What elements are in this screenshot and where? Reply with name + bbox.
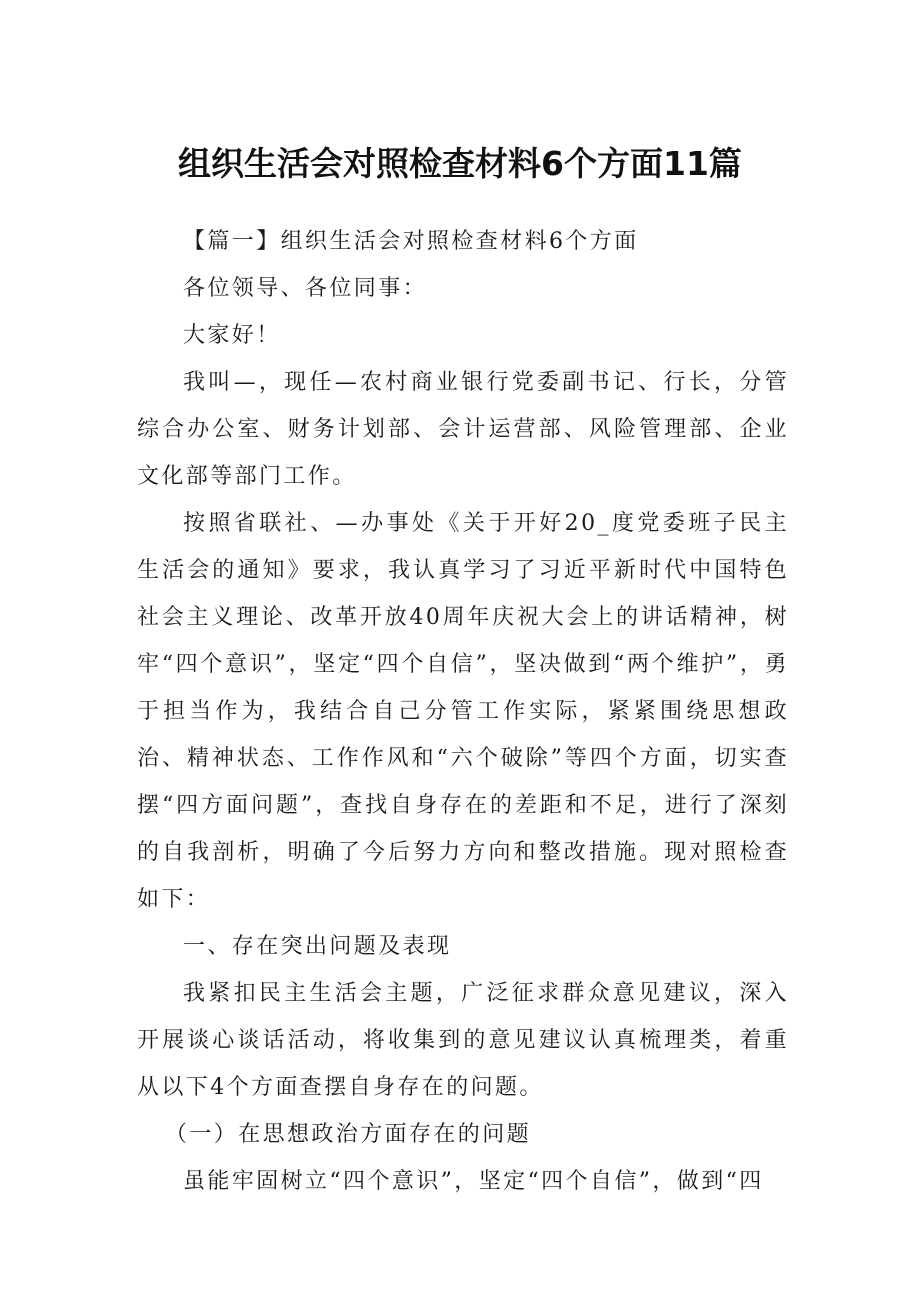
subsection-heading: （一）在思想政治方面存在的问题 (165, 1122, 532, 1147)
paragraph-subsection-text: 虽能牢固树立“四个意识”，坚定“四个自信”，做到“四 (183, 1169, 764, 1194)
paragraph-background: 按照省联社、—办事处《关于开好20_度党委班子民主生活会的通知》要求，我认真学习了习近平新时代中国特色社会主义理论、改革开放40周年庆祝大会上的讲话精神，树牢“四个意识”，坚定“四个自信”，坚决做到“两个维护”，勇于担当作为，我结合自己分管工作实际，紧紧围绕思想政治、精神状态、工作作风和“六个破除”等四个方面，切实查摆“四方面问题”，查找自身存在的差距和不足，进行了深刻的自我剖析，明确了今后努力方向和整改措施。现对照检查如下： (137, 511, 789, 912)
chapter-heading: 【篇一】组织生活会对照检查材料6个方面 (183, 229, 639, 254)
greeting: 大家好！ (183, 323, 281, 348)
document-body (137, 218, 789, 1205)
paragraph-introduction: 我叫—，现任—农村商业银行党委副书记、行长，分管综合办公室、财务计划部、会计运营部、风险管理部、企业文化部等部门工作。 (137, 370, 789, 489)
section-heading: 一、存在突出问题及表现 (183, 934, 452, 959)
salutation: 各位领导、各位同事： (183, 276, 428, 301)
document-title: 组织生活会对照检查材料6个方面11篇 (178, 144, 742, 183)
paragraph-section-intro: 我紧扣民主生活会主题，广泛征求群众意见建议，深入开展谈心谈话活动，将收集到的意见建议认真梳理类，着重从以下4个方面查摆自身存在的问题。 (137, 981, 789, 1100)
